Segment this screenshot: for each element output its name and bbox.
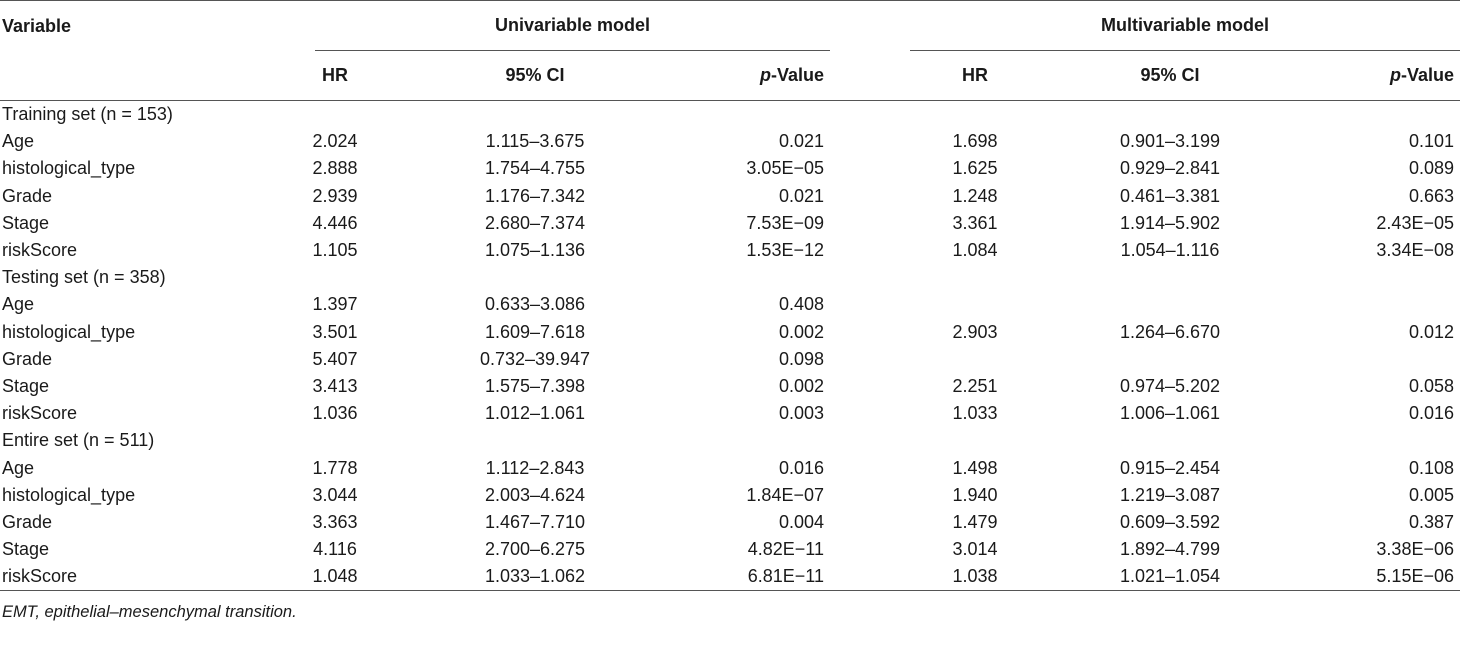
multivariable-header-cell xyxy=(910,1,1460,52)
variable-cell: riskScore xyxy=(0,563,270,591)
multivariable-p-cell: 0.663 xyxy=(1408,185,1454,206)
univariable-hr-cell: 1.036 xyxy=(312,403,358,424)
gap-cell xyxy=(830,563,910,591)
univariable-p-cell: 0.002 xyxy=(778,321,824,342)
p-suffix-label: -Value xyxy=(1400,65,1454,85)
multivariable-ci-cell: 1.006–1.061 xyxy=(1119,403,1221,424)
univariable-hr-cell: 5.407 xyxy=(312,348,358,369)
multivariable-p-cell xyxy=(1300,291,1460,318)
multivariable-ci-cell: 0.915–2.454 xyxy=(1119,457,1221,478)
univariable-ci-cell: 1.754–4.755 xyxy=(484,158,586,179)
multivariable-p-cell: 0.058 xyxy=(1408,375,1454,396)
multivariable-p-cell: 3.38E−06 xyxy=(1376,539,1454,560)
gap-cell xyxy=(830,482,910,509)
section-title: Training set (n = 153) xyxy=(2,104,173,125)
table-row xyxy=(0,128,1460,155)
multivariable-header: Multivariable model xyxy=(910,15,1460,51)
univariable-ci-cell: 1.609–7.618 xyxy=(484,321,586,342)
multivariable-hr-cell: 2.903 xyxy=(952,321,998,342)
multivariable-p-cell: 2.43E−05 xyxy=(1376,212,1454,233)
variable-cell: Age xyxy=(2,131,35,152)
variable-cell: Stage xyxy=(2,375,50,396)
univariable-p-cell: 3.05E−05 xyxy=(746,158,824,179)
multivariable-p-cell: 0.016 xyxy=(1408,403,1454,424)
univariable-ci-cell: 1.467–7.710 xyxy=(484,511,586,532)
table-row xyxy=(0,346,1460,373)
univariable-p-cell: 0.002 xyxy=(778,375,824,396)
variable-header: Variable xyxy=(0,1,270,52)
univariable-hr-cell: 1.105 xyxy=(312,240,358,261)
multivariable-hr-cell: 3.361 xyxy=(952,212,998,233)
multivariable-hr-cell: 1.038 xyxy=(910,563,1040,591)
univariable-p-cell: 0.021 xyxy=(778,185,824,206)
univariable-ci-cell: 1.012–1.061 xyxy=(484,403,586,424)
multivariable-ci-cell xyxy=(1040,346,1300,373)
variable-cell: Grade xyxy=(2,511,53,532)
variable-cell: histological_type xyxy=(2,484,136,505)
variable-cell: riskScore xyxy=(2,403,78,424)
univariable-p-cell: 0.021 xyxy=(778,131,824,152)
gap-cell xyxy=(830,155,910,182)
multivariable-ci-cell: 1.021–1.054 xyxy=(1040,563,1300,591)
multivariable-hr-cell: 3.014 xyxy=(952,539,998,560)
multivariable-p-cell: 5.15E−06 xyxy=(1300,563,1460,591)
multivariable-ci-header: 95% CI xyxy=(1040,51,1300,101)
univariable-ci-cell: 0.633–3.086 xyxy=(484,294,586,315)
multivariable-p-cell: 3.34E−08 xyxy=(1376,240,1454,261)
multivariable-p-cell: 0.101 xyxy=(1408,131,1454,152)
gap-cell xyxy=(830,319,910,346)
univariable-ci-cell: 2.700–6.275 xyxy=(484,539,586,560)
header-gap xyxy=(830,1,910,52)
gap-cell xyxy=(830,400,910,427)
univariable-hr-cell: 1.397 xyxy=(312,294,358,315)
univariable-p-cell: 7.53E−09 xyxy=(746,212,824,233)
multivariable-ci-cell: 1.264–6.670 xyxy=(1119,321,1221,342)
univariable-ci-cell: 1.033–1.062 xyxy=(400,563,670,591)
table-row xyxy=(0,400,1460,427)
variable-cell: Age xyxy=(2,457,35,478)
univariable-hr-cell: 4.116 xyxy=(313,539,357,560)
univariable-header: Univariable model xyxy=(315,15,830,51)
univariable-p-cell: 0.004 xyxy=(778,511,824,532)
table-footnote: EMT, epithelial–mesenchymal transition. xyxy=(2,603,297,622)
section-title: Entire set (n = 511) xyxy=(2,430,155,451)
univariable-p-cell: 1.84E−07 xyxy=(746,484,824,505)
multivariable-p-cell xyxy=(1300,346,1460,373)
table-row xyxy=(0,210,1460,237)
multivariable-hr-cell: 1.248 xyxy=(952,185,998,206)
multivariable-hr-cell: 1.084 xyxy=(952,240,998,261)
table-row xyxy=(0,183,1460,210)
table-row xyxy=(0,536,1460,563)
univariable-p-cell: 0.408 xyxy=(778,294,824,315)
gap-cell xyxy=(830,454,910,481)
variable-cell: histological_type xyxy=(2,321,136,342)
univariable-hr-cell: 2.024 xyxy=(312,131,358,152)
multivariable-hr-cell: 1.625 xyxy=(952,158,998,179)
section-header-row xyxy=(0,101,1460,129)
univariable-hr-cell: 3.363 xyxy=(312,511,358,532)
header-row-columns xyxy=(0,51,1460,101)
univariable-hr-cell: 2.939 xyxy=(312,185,358,206)
univariable-ci-cell: 2.680–7.374 xyxy=(484,212,586,233)
table-row xyxy=(0,373,1460,400)
multivariable-p-cell: 0.089 xyxy=(1408,158,1454,179)
table-row xyxy=(0,155,1460,182)
multivariable-p-cell: 0.012 xyxy=(1408,321,1454,342)
gap-cell xyxy=(830,536,910,563)
univariable-hr-cell: 2.888 xyxy=(312,158,358,179)
multivariable-hr-cell: 1.940 xyxy=(952,484,998,505)
p-italic-label: p xyxy=(1389,65,1401,85)
univariable-hr-header: HR xyxy=(270,51,400,101)
univariable-header-cell xyxy=(270,1,830,52)
multivariable-ci-cell: 0.929–2.841 xyxy=(1119,158,1221,179)
univariable-hr-cell: 3.501 xyxy=(312,321,358,342)
univariable-p-cell: 0.016 xyxy=(778,457,824,478)
multivariable-hr-cell: 1.498 xyxy=(952,457,998,478)
header-row-groups xyxy=(0,1,1460,52)
univariable-ci-cell: 1.112–2.843 xyxy=(485,457,585,478)
multivariable-ci-cell: 1.219–3.087 xyxy=(1119,484,1221,505)
multivariable-hr-cell xyxy=(910,346,1040,373)
univariable-ci-cell: 1.176–7.342 xyxy=(484,185,586,206)
multivariable-ci-cell: 1.914–5.902 xyxy=(1119,212,1221,233)
p-suffix-label: -Value xyxy=(770,65,824,85)
gap-cell xyxy=(830,183,910,210)
variable-cell: Stage xyxy=(2,212,50,233)
multivariable-hr-cell: 1.033 xyxy=(952,403,998,424)
table-row xyxy=(0,237,1460,264)
multivariable-ci-cell: 0.609–3.592 xyxy=(1119,511,1221,532)
multivariable-ci-cell: 1.892–4.799 xyxy=(1119,539,1221,560)
table-row xyxy=(0,482,1460,509)
univariable-ci-header: 95% CI xyxy=(400,51,670,101)
multivariable-hr-cell xyxy=(910,291,1040,318)
variable-cell: Age xyxy=(2,294,35,315)
p-italic-label: p xyxy=(759,65,771,85)
univariable-hr-cell: 1.048 xyxy=(270,563,400,591)
multivariable-ci-cell: 0.461–3.381 xyxy=(1119,185,1221,206)
section-header-row xyxy=(0,427,1460,454)
multivariable-ci-cell xyxy=(1040,291,1300,318)
multivariable-p-cell: 0.387 xyxy=(1408,511,1454,532)
multivariable-p-cell: 0.005 xyxy=(1408,484,1454,505)
section-header-row xyxy=(0,264,1460,291)
univariable-p-cell: 1.53E−12 xyxy=(746,240,824,261)
univariable-ci-cell: 1.575–7.398 xyxy=(484,375,586,396)
multivariable-ci-cell: 0.901–3.199 xyxy=(1119,131,1221,152)
table-body xyxy=(0,101,1460,591)
variable-cell: riskScore xyxy=(2,240,78,261)
table-row xyxy=(0,319,1460,346)
univariable-ci-cell: 2.003–4.624 xyxy=(484,484,586,505)
variable-cell: Grade xyxy=(2,348,53,369)
univariable-p-cell: 6.81E−11 xyxy=(670,563,830,591)
multivariable-ci-cell: 1.054–1.116 xyxy=(1120,240,1220,261)
gap-cell xyxy=(830,237,910,264)
multivariable-p-header xyxy=(1300,51,1460,101)
univariable-hr-cell: 3.413 xyxy=(312,375,358,396)
header-blank xyxy=(0,51,270,101)
univariable-p-cell: 0.098 xyxy=(778,348,824,369)
gap-cell xyxy=(830,509,910,536)
gap-cell xyxy=(830,210,910,237)
variable-cell: Stage xyxy=(2,539,50,560)
multivariable-ci-cell: 0.974–5.202 xyxy=(1119,375,1221,396)
variable-cell: histological_type xyxy=(2,158,136,179)
univariable-hr-cell: 1.778 xyxy=(312,457,358,478)
univariable-hr-cell: 4.446 xyxy=(312,212,358,233)
table-row xyxy=(0,563,1460,591)
header-gap xyxy=(830,51,910,101)
section-title: Testing set (n = 358) xyxy=(2,267,166,288)
multivariable-hr-cell: 1.479 xyxy=(952,511,998,532)
table-row xyxy=(0,509,1460,536)
univariable-ci-cell: 1.075–1.136 xyxy=(484,240,586,261)
variable-cell: Grade xyxy=(2,185,53,206)
table-row xyxy=(0,454,1460,481)
gap-cell xyxy=(830,128,910,155)
multivariable-hr-header: HR xyxy=(910,51,1040,101)
multivariable-hr-cell: 1.698 xyxy=(952,131,998,152)
gap-cell xyxy=(830,373,910,400)
gap-cell xyxy=(830,346,910,373)
multivariable-hr-cell: 2.251 xyxy=(952,375,998,396)
gap-cell xyxy=(830,291,910,318)
table-row xyxy=(0,291,1460,318)
univariable-p-cell: 4.82E−11 xyxy=(747,539,824,560)
univariable-hr-cell: 3.044 xyxy=(312,484,358,505)
multivariable-p-cell: 0.108 xyxy=(1408,457,1454,478)
univariable-ci-cell: 1.115–3.675 xyxy=(485,131,585,152)
univariable-p-cell: 0.003 xyxy=(778,403,824,424)
univariable-ci-cell: 0.732–39.947 xyxy=(479,348,591,369)
univariable-p-header xyxy=(670,51,830,101)
